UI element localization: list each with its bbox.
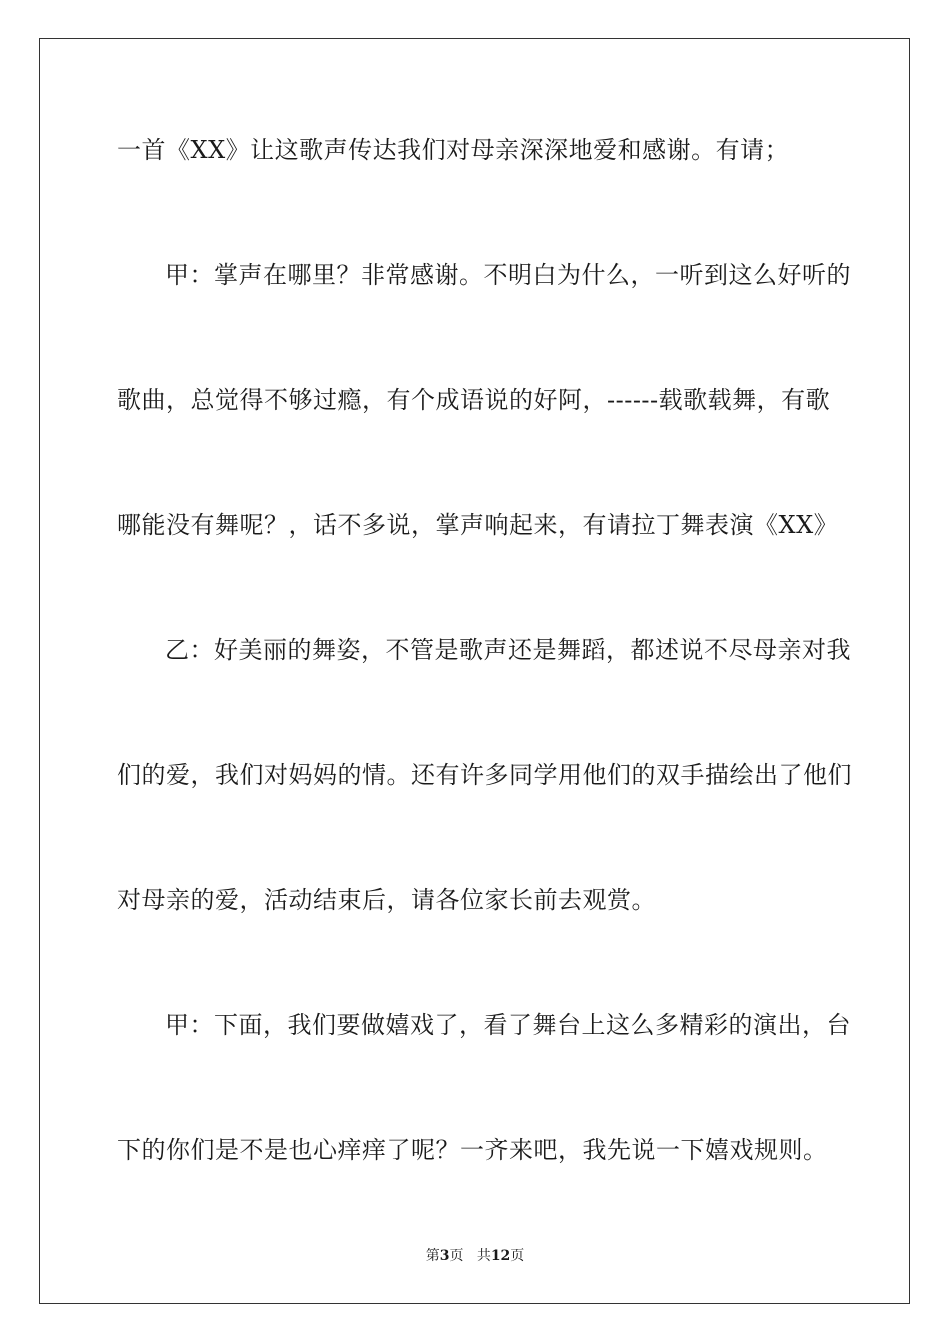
page-footer [0,1246,950,1266]
body-line-9: 下的你们是不是也心痒痒了呢？一齐来吧，我先说一下嬉戏规则。 [117,1136,828,1164]
footer-page-prefix: 第 [425,1248,440,1264]
footer-total-suffix: 页 [510,1248,525,1264]
body-line-8: 甲：下面，我们要做嬉戏了，看了舞台上这么多精彩的演出，台 [165,1011,851,1039]
body-line-6: 们的爱，我们对妈妈的情。还有许多同学用他们的双手描绘出了他们 [117,761,852,789]
footer-page-suffix: 页 [449,1248,464,1264]
body-line-1: 一首《XX》让这歌声传达我们对母亲深深地爱和感谢。有请； [117,136,790,164]
footer-page-number: 3 [439,1248,450,1264]
body-line-7: 对母亲的爱，活动结束后，请各位家长前去观赏。 [117,886,656,914]
footer-total-pages: 12 [490,1248,511,1264]
body-line-3: 歌曲，总觉得不够过瘾，有个成语说的好阿，------载歌载舞，有歌 [117,386,831,414]
footer-total-prefix: 共 [476,1248,491,1264]
page-border [39,38,910,1304]
body-line-2: 甲：掌声在哪里？非常感谢。不明白为什么，一听到这么好听的 [165,261,851,289]
body-line-4: 哪能没有舞呢？，话不多说，掌声响起来，有请拉丁舞表演《XX》 [117,511,839,539]
body-line-5: 乙：好美丽的舞姿，不管是歌声还是舞蹈，都述说不尽母亲对我 [165,636,851,664]
